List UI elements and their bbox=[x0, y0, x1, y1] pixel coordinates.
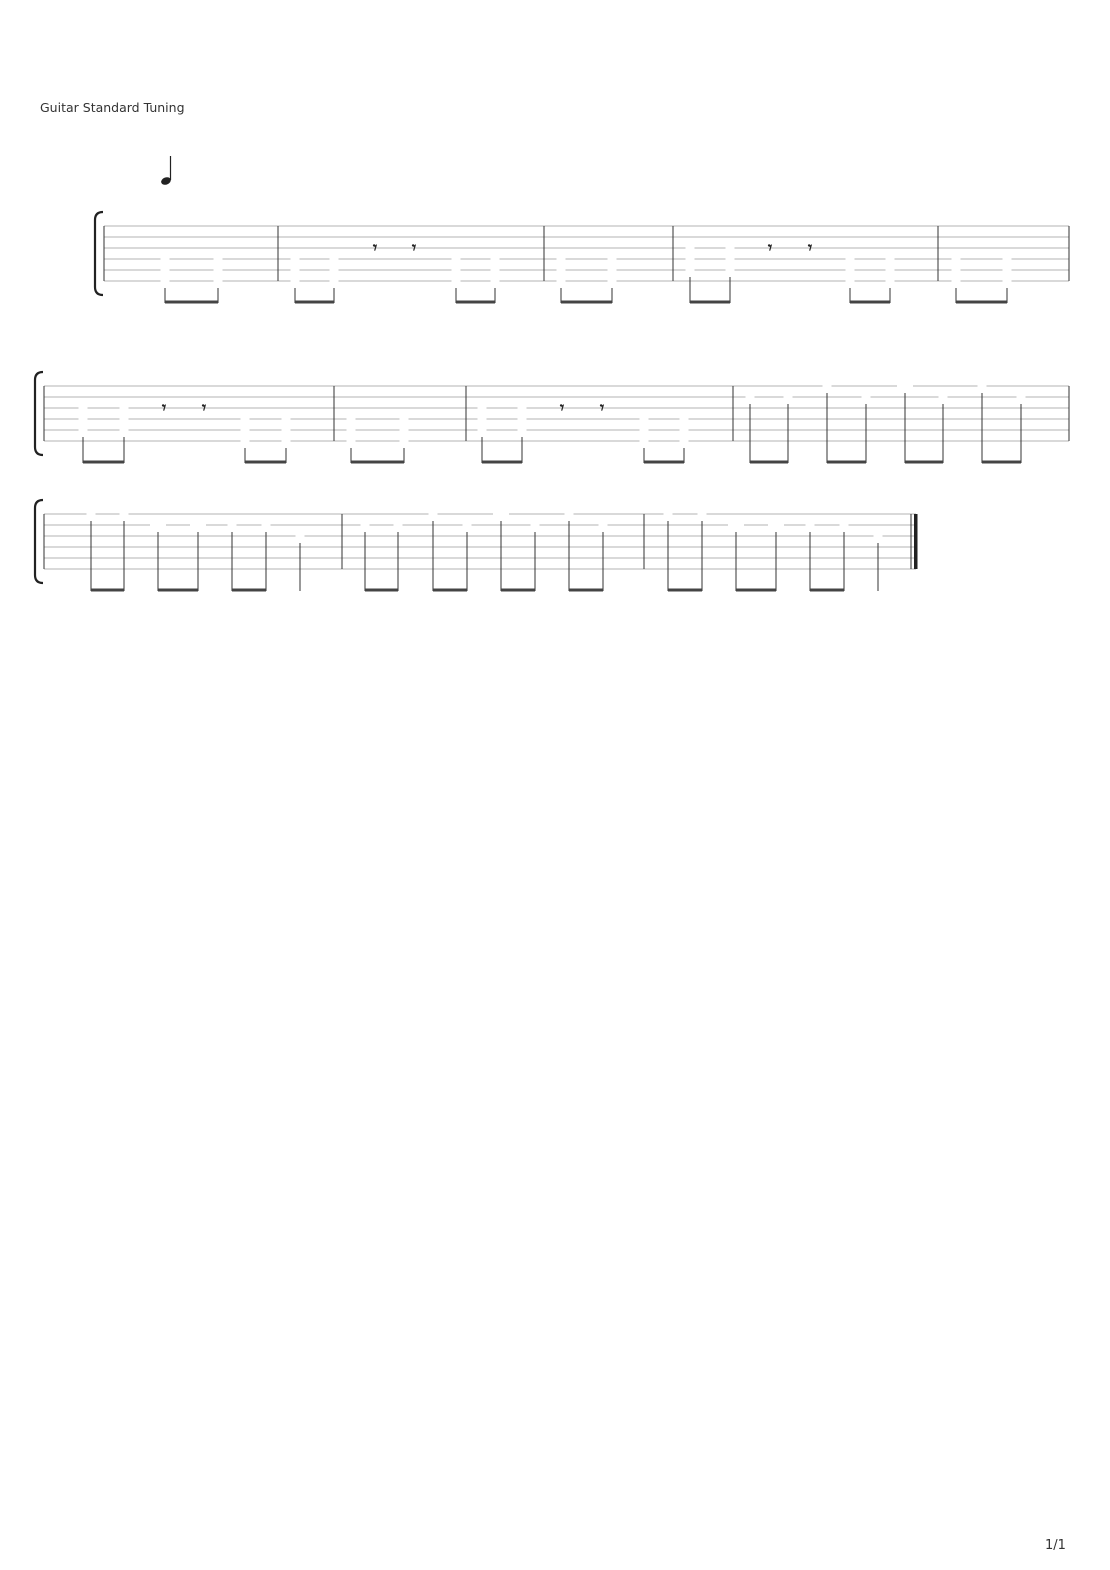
fret-mask bbox=[493, 508, 509, 520]
fret-mask bbox=[241, 424, 250, 436]
eighth-rest-icon: 𝄾 bbox=[201, 398, 207, 417]
fret-mask bbox=[599, 519, 608, 531]
fret-mask bbox=[282, 424, 291, 436]
system-brace bbox=[35, 372, 43, 455]
fret-mask bbox=[491, 275, 500, 287]
fret-mask bbox=[728, 519, 744, 531]
fret-mask bbox=[161, 253, 170, 265]
fret-mask bbox=[518, 402, 527, 414]
fret-mask bbox=[452, 264, 461, 276]
fret-mask bbox=[400, 424, 409, 436]
fret-mask bbox=[726, 253, 735, 265]
beam bbox=[158, 589, 198, 592]
eighth-rest-icon: 𝄾 bbox=[599, 398, 605, 417]
beam bbox=[91, 589, 124, 592]
fret-mask bbox=[291, 253, 300, 265]
fret-mask bbox=[768, 519, 784, 531]
fret-mask bbox=[978, 380, 987, 392]
fret-mask bbox=[664, 508, 673, 520]
fret-mask bbox=[291, 264, 300, 276]
fret-mask bbox=[939, 391, 948, 403]
beam bbox=[561, 301, 612, 304]
fret-mask bbox=[640, 435, 649, 447]
beam bbox=[232, 589, 266, 592]
beam bbox=[956, 301, 1007, 304]
fret-mask bbox=[478, 424, 487, 436]
eighth-rest-icon: 𝄾 bbox=[161, 398, 167, 417]
fret-mask bbox=[518, 424, 527, 436]
beam bbox=[351, 461, 404, 464]
fret-mask bbox=[874, 530, 883, 542]
fret-mask bbox=[228, 519, 237, 531]
fret-mask bbox=[840, 519, 849, 531]
fret-mask bbox=[686, 264, 695, 276]
fret-mask bbox=[190, 519, 206, 531]
fret-mask bbox=[347, 413, 356, 425]
fret-mask bbox=[347, 424, 356, 436]
beam bbox=[850, 301, 890, 304]
fret-mask bbox=[608, 253, 617, 265]
fret-mask bbox=[557, 275, 566, 287]
fret-mask bbox=[952, 275, 961, 287]
fret-mask bbox=[1017, 391, 1026, 403]
fret-mask bbox=[491, 253, 500, 265]
fret-mask bbox=[400, 413, 409, 425]
fret-mask bbox=[952, 264, 961, 276]
fret-mask bbox=[282, 413, 291, 425]
fret-mask bbox=[784, 391, 793, 403]
beam bbox=[569, 589, 603, 592]
fret-mask bbox=[241, 435, 250, 447]
fret-mask bbox=[886, 253, 895, 265]
fret-mask bbox=[886, 264, 895, 276]
beam bbox=[433, 589, 467, 592]
fret-mask bbox=[120, 424, 129, 436]
fret-mask bbox=[1003, 253, 1012, 265]
fret-mask bbox=[640, 413, 649, 425]
system-brace bbox=[35, 500, 43, 583]
fret-mask bbox=[680, 424, 689, 436]
beam bbox=[83, 461, 124, 464]
beam bbox=[750, 461, 788, 464]
fret-mask bbox=[452, 275, 461, 287]
fret-mask bbox=[282, 435, 291, 447]
fret-mask bbox=[463, 519, 472, 531]
fret-mask bbox=[823, 380, 832, 392]
beam bbox=[165, 301, 218, 304]
fret-mask bbox=[79, 402, 88, 414]
fret-mask bbox=[87, 508, 96, 520]
fret-mask bbox=[1003, 264, 1012, 276]
fret-mask bbox=[330, 275, 339, 287]
beam bbox=[482, 461, 522, 464]
fret-mask bbox=[214, 264, 223, 276]
fret-mask bbox=[120, 508, 129, 520]
fret-mask bbox=[640, 424, 649, 436]
fret-mask bbox=[161, 264, 170, 276]
fret-mask bbox=[897, 380, 913, 392]
fret-mask bbox=[846, 275, 855, 287]
fret-mask bbox=[557, 253, 566, 265]
eighth-rest-icon: 𝄾 bbox=[411, 238, 417, 257]
system-brace bbox=[95, 212, 103, 295]
beam bbox=[690, 301, 730, 304]
eighth-rest-icon: 𝄾 bbox=[559, 398, 565, 417]
fret-mask bbox=[429, 508, 438, 520]
fret-mask bbox=[886, 275, 895, 287]
fret-mask bbox=[862, 391, 871, 403]
fret-mask bbox=[1003, 275, 1012, 287]
beam bbox=[827, 461, 866, 464]
beam bbox=[982, 461, 1021, 464]
eighth-rest-icon: 𝄾 bbox=[767, 238, 773, 257]
fret-mask bbox=[726, 242, 735, 254]
tuning-label: Guitar Standard Tuning bbox=[40, 100, 185, 115]
fret-mask bbox=[952, 253, 961, 265]
beam bbox=[736, 589, 776, 592]
fret-mask bbox=[557, 264, 566, 276]
fret-mask bbox=[746, 391, 755, 403]
fret-mask bbox=[518, 413, 527, 425]
fret-mask bbox=[680, 413, 689, 425]
beam bbox=[365, 589, 398, 592]
fret-mask bbox=[214, 275, 223, 287]
fret-mask bbox=[214, 253, 223, 265]
fret-mask bbox=[296, 530, 305, 542]
beam bbox=[245, 461, 286, 464]
fret-mask bbox=[726, 264, 735, 276]
fret-mask bbox=[330, 253, 339, 265]
fret-mask bbox=[698, 508, 707, 520]
fret-mask bbox=[491, 264, 500, 276]
fret-mask bbox=[262, 519, 271, 531]
beam bbox=[810, 589, 844, 592]
fret-mask bbox=[686, 242, 695, 254]
fret-mask bbox=[330, 264, 339, 276]
fret-mask bbox=[846, 253, 855, 265]
fret-mask bbox=[150, 519, 166, 531]
beam bbox=[668, 589, 702, 592]
page-number: 1/1 bbox=[1045, 1538, 1066, 1553]
eighth-rest-icon: 𝄾 bbox=[807, 238, 813, 257]
beam bbox=[644, 461, 684, 464]
beam bbox=[295, 301, 334, 304]
fret-mask bbox=[120, 402, 129, 414]
fret-mask bbox=[161, 275, 170, 287]
fret-mask bbox=[565, 508, 574, 520]
fret-mask bbox=[452, 253, 461, 265]
fret-mask bbox=[347, 435, 356, 447]
fret-mask bbox=[608, 264, 617, 276]
fret-mask bbox=[608, 275, 617, 287]
fret-mask bbox=[79, 424, 88, 436]
fret-mask bbox=[686, 253, 695, 265]
fret-mask bbox=[79, 413, 88, 425]
fret-mask bbox=[846, 264, 855, 276]
beam bbox=[905, 461, 943, 464]
fret-mask bbox=[241, 413, 250, 425]
fret-mask bbox=[291, 275, 300, 287]
fret-mask bbox=[806, 519, 815, 531]
fret-mask bbox=[478, 413, 487, 425]
eighth-rest-icon: 𝄾 bbox=[372, 238, 378, 257]
beam bbox=[456, 301, 495, 304]
fret-mask bbox=[478, 402, 487, 414]
fret-mask bbox=[400, 435, 409, 447]
final-barline-thick bbox=[914, 514, 918, 569]
fret-mask bbox=[120, 413, 129, 425]
beam bbox=[501, 589, 535, 592]
fret-mask bbox=[531, 519, 540, 531]
fret-mask bbox=[680, 435, 689, 447]
fret-mask bbox=[394, 519, 403, 531]
fret-mask bbox=[361, 519, 370, 531]
